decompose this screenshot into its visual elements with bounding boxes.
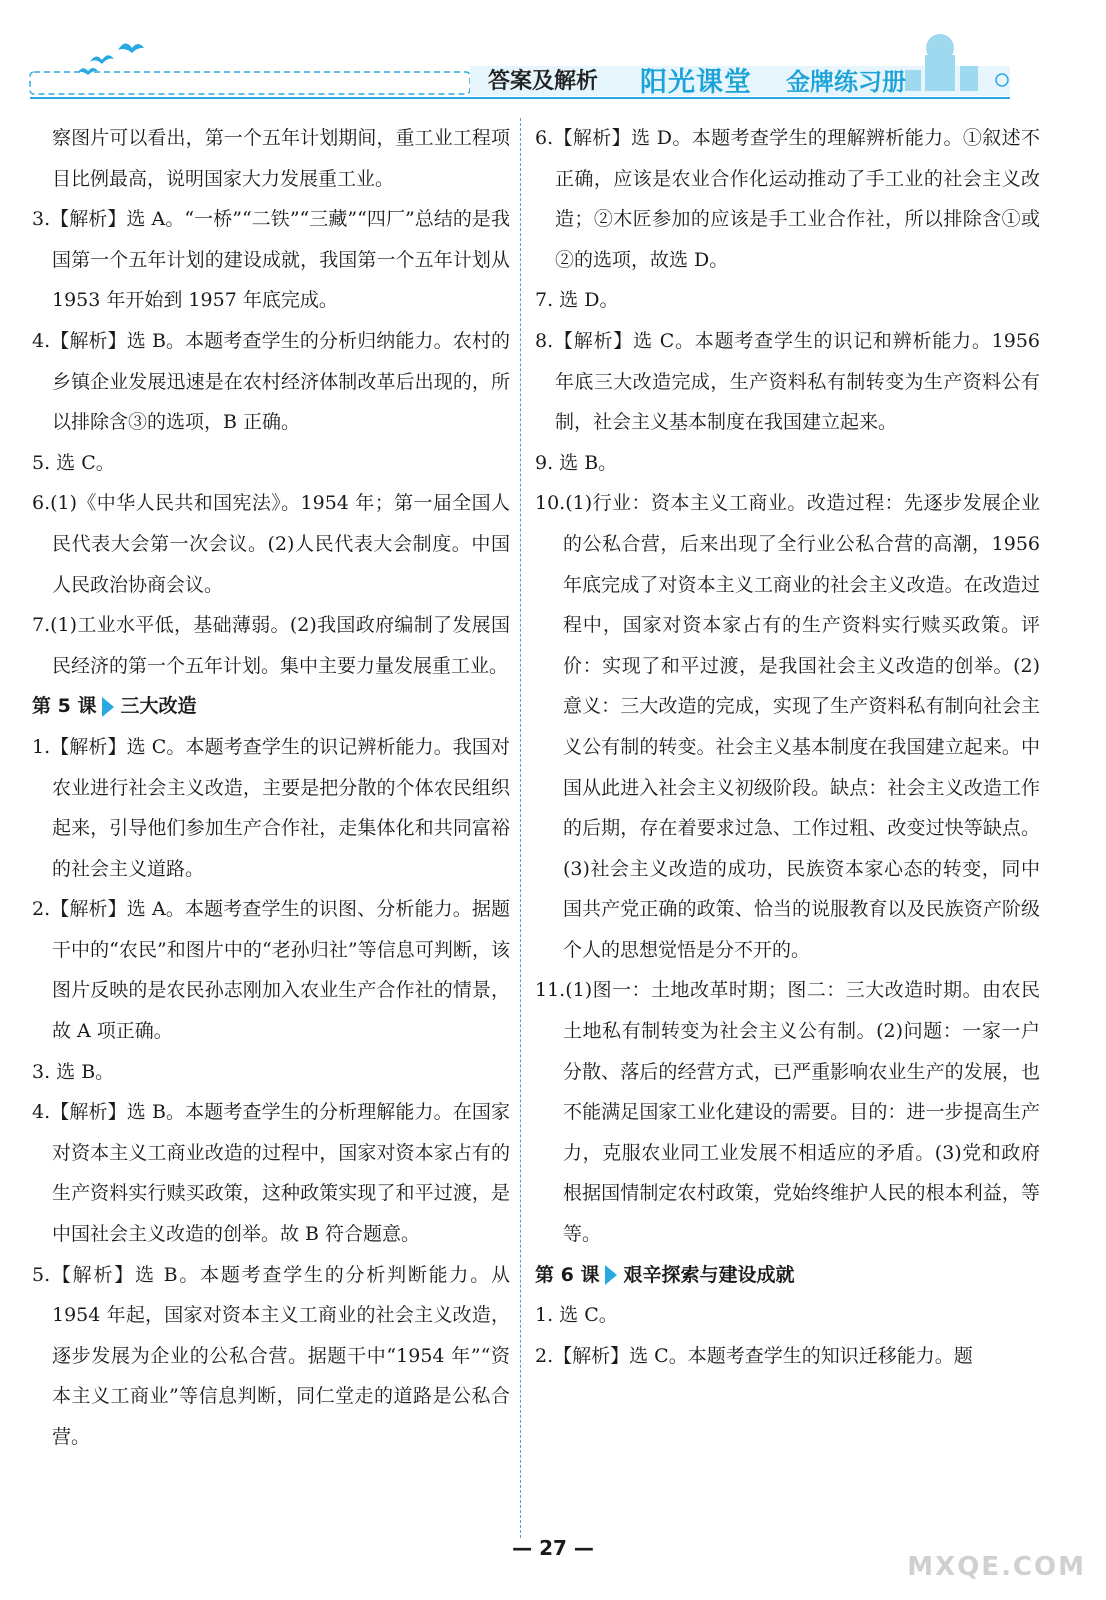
header-answer-label: 答案及解析 (488, 69, 599, 94)
watermark-logo: MXQE.COM (907, 1552, 1086, 1582)
column-divider (520, 118, 521, 1538)
header-brand: 阳光课堂 (640, 67, 752, 98)
lesson-title: 三大改造 (120, 695, 197, 718)
arrow-right-icon (102, 697, 114, 717)
answer-item: 11.(1)图一：土地改革时期；图二：三大改造时期。由农民土地私有制转变为社会主义公有制。(2)问题：一家一户分散、落后的经营方式，已严重影响农业生产的发展，也不能满足国家工业化建设的需要。目的：进一步提高生产力，克服农业同工业发展不相适应的矛盾。(3)党和政府根据国情制定农村政策，党始终维护人民的根本利益，等等。 (535, 979, 1040, 1246)
answer-item: 1. 选 C。 (535, 1304, 618, 1327)
bird-icon (78, 43, 144, 75)
answer-item: 10.(1)行业：资本主义工商业。改造过程：先逐步发展企业的公私合营，后来出现了全行业公私合营的高潮，1956 年底完成了对资本主义工商业的社会主义改造。在改造过程中，国家对资本家占有的生产资料实行赎买政策。评价：实现了和平过渡，是我国社会主义改造的创举。(2)意义：三大改造的完成，实现了生产资料私有制向社会主义公有制的转变。社会主义基本制度在我国建立起来。中国从此进入社会主义初级阶段。缺点：社会主义改造工作的后期，存在着要求过急、工作过粗、改变过快等缺点。(3)社会主义改造的成功，民族资本家心态的转变，同中国共产党正确的政策、恰当的说服教育以及民族资产阶级个人的思想觉悟是分不开的。 (535, 492, 1040, 961)
answer-item: 4.【解析】选 B。本题考查学生的分析归纳能力。农村的乡镇企业发展迅速是在农村经济体制改革后出现的，所以排除含③的选项，B 正确。 (32, 329, 510, 434)
lesson-heading (535, 1255, 1040, 1296)
answer-item: 2.【解析】选 C。本题考查学生的知识迁移能力。题 (535, 1344, 973, 1367)
lesson-heading (32, 686, 510, 727)
answer-item: 2.【解析】选 A。本题考查学生的识图、分析能力。据题干中的“农民”和图片中的“老孙归社”等信息可判断，该图片反映的是农民孙志刚加入农业生产合作社的情景，故 A 项正确。 (32, 898, 510, 1043)
answer-item: 5. 选 C。 (32, 451, 115, 474)
answer-item: 4.【解析】选 B。本题考查学生的分析理解能力。在国家对资本主义工商业改造的过程中，国家对资本家占有的生产资料实行赎买政策，这种政策实现了和平过渡，是中国社会主义改造的创举。故 B 符合题意。 (32, 1101, 510, 1246)
answer-item: 7.(1)工业水平低，基础薄弱。(2)我国政府编制了发展国民经济的第一个五年计划。集中主要力量发展重工业。 (32, 614, 510, 677)
header-series: 金牌练习册 (786, 68, 906, 96)
answer-item: 3. 选 B。 (32, 1060, 115, 1083)
arrow-right-icon (605, 1265, 617, 1285)
building-icon (905, 34, 978, 91)
answer-item: 3.【解析】选 A。“一桥”“二铁”“三藏”“四厂”总结的是我国第一个五年计划的建设成就，我国第一个五年计划从 1953 年开始到 1957 年底完成。 (32, 208, 510, 312)
answer-item: 1.【解析】选 C。本题考查学生的识记辨析能力。我国对农业进行社会主义改造，主要是把分散的个体农民组织起来，引导他们参加生产合作社，走集体化和共同富裕的社会主义道路。 (32, 735, 510, 880)
right-column (535, 118, 1040, 1376)
answer-item: 6.【解析】选 D。本题考查学生的理解辨析能力。①叙述不正确，应该是农业合作化运动推动了手工业的社会主义改造；②木匠参加的应该是手工业合作社，所以排除含①或②的选项，故选 D。 (535, 127, 1040, 271)
page-header (0, 0, 1106, 110)
lesson-title: 艰辛探索与建设成就 (623, 1263, 795, 1286)
answer-continuation: 察图片可以看出，第一个五年计划期间，重工业工程项目比例最高，说明国家大力发展重工业。 (52, 127, 510, 190)
page-number: — 27 — (512, 1536, 594, 1560)
answer-item: 6.(1)《中华人民共和国宪法》。1954 年；第一届全国人民代表大会第一次会议。(2)人民代表大会制度。中国人民政治协商会议。 (32, 492, 510, 596)
header-dashed-frame (30, 72, 470, 94)
lesson-number: 第 5 课 (32, 695, 97, 718)
answer-item: 9. 选 B。 (535, 451, 618, 474)
lesson-number: 第 6 课 (535, 1263, 600, 1286)
answer-item: 8.【解析】选 C。本题考查学生的识记和辨析能力。1956 年底三大改造完成，生产资料私有制转变为生产资料公有制，社会主义基本制度在我国建立起来。 (535, 329, 1040, 434)
answer-item: 7. 选 D。 (535, 289, 619, 312)
answer-item: 5.【解析】选 B。本题考查学生的分析判断能力。从 1954 年起，国家对资本主义工商业的社会主义改造，逐步发展为企业的公私合营。据题干中“1954 年”“资本主义工商业”等信息判断，同仁堂走的道路是公私合营。 (32, 1263, 510, 1448)
left-column (32, 118, 510, 1458)
